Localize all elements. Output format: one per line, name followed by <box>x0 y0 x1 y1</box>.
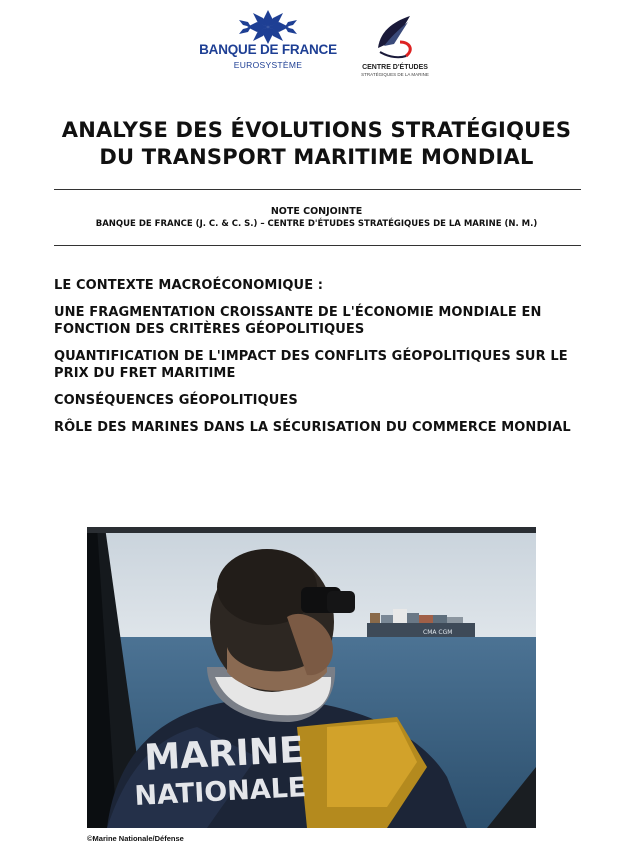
section-heading: CONSÉQUENCES GÉOPOLITIQUES <box>54 393 298 408</box>
banque-de-france-logo <box>198 10 338 70</box>
top-divider <box>54 189 581 190</box>
jacket-text-nationale: NATIONALE <box>133 772 308 812</box>
title-line: DU TRANSPORT MARITIME MONDIAL <box>99 145 534 169</box>
document-title <box>0 117 633 171</box>
jacket-text-marine: MARINE <box>143 729 305 779</box>
bdf-subtitle: EUROSYSTÈME <box>233 60 303 70</box>
photo-credit: ©Marine Nationale/Défense <box>87 834 184 843</box>
cesm-name: CENTRE D'ÉTUDES <box>362 64 428 71</box>
section-heading: UNE FRAGMENTATION CROISSANTE DE L'ÉCONOMIE MONDIALE EN FONCTION DES CRITÈRES GÉOPOLITIQUES <box>54 305 542 337</box>
section-heading: RÔLE DES MARINES DANS LA SÉCURISATION DU COMMERCE MONDIAL <box>54 420 571 435</box>
note-authors: BANQUE DE FRANCE (J. C. & C. S.) – CENTRE D'ÉTUDES STRATÉGIQUES DE LA MARINE (N. M.) <box>95 219 538 229</box>
bottom-divider <box>54 245 581 246</box>
svg-text:CMA CGM: CMA CGM <box>423 629 453 636</box>
header-logos <box>0 10 633 85</box>
note-block <box>0 205 633 231</box>
cesm-emblem-icon <box>370 12 420 62</box>
note-label: NOTE CONJOINTE <box>270 206 363 217</box>
section-list <box>54 277 604 446</box>
section-heading: LE CONTEXTE MACROÉCONOMIQUE : <box>54 278 324 293</box>
section-heading: QUANTIFICATION DE L'IMPACT DES CONFLITS GÉOPOLITIQUES SUR LE PRIX DU FRET MARITIME <box>54 349 568 381</box>
bdf-emblem-icon <box>233 10 303 44</box>
bdf-name: BANQUE DE FRANCE <box>199 42 337 57</box>
cesm-logo <box>350 12 440 77</box>
cover-photo <box>87 527 536 828</box>
title-line: ANALYSE DES ÉVOLUTIONS STRATÉGIQUES <box>61 118 572 142</box>
sailor-binoculars-photo <box>87 527 536 828</box>
cesm-subtitle: STRATÉGIQUES DE LA MARINE <box>361 72 429 77</box>
